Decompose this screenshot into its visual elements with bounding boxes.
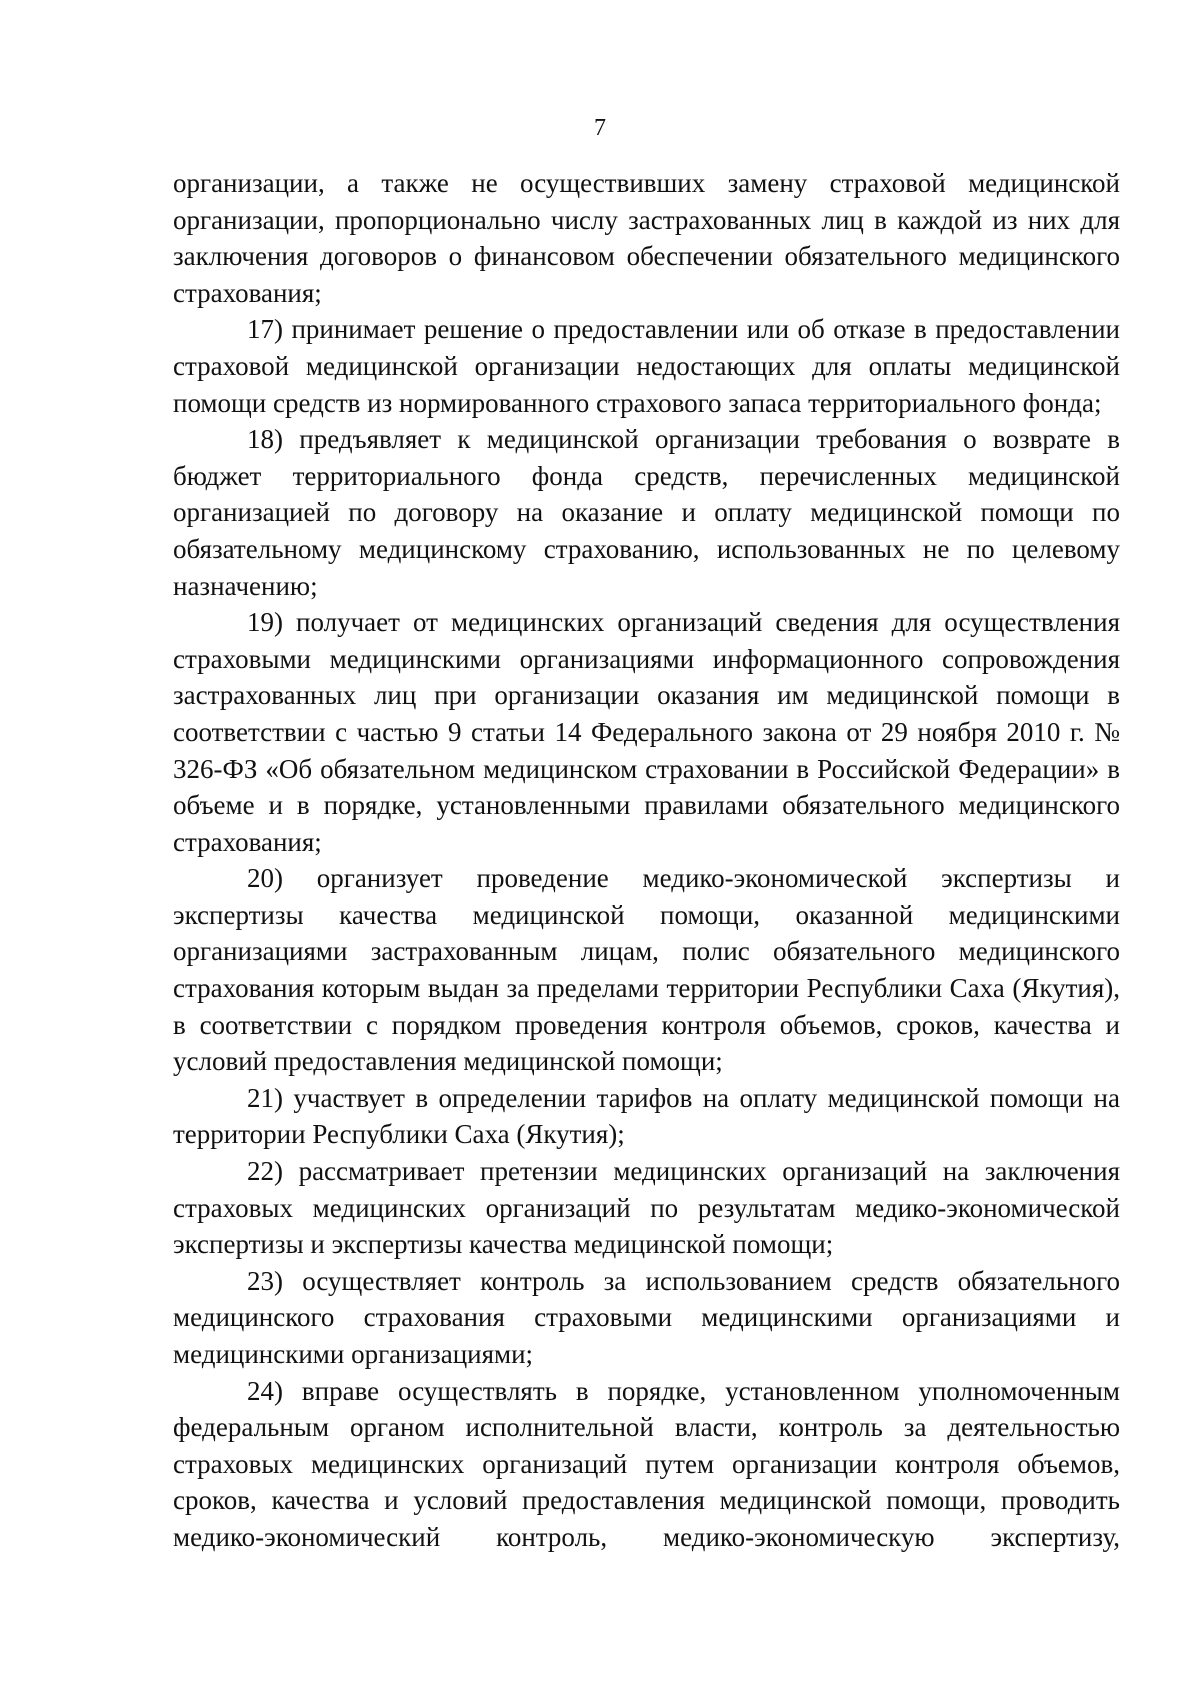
paragraph-item-22: 22) рассматривает претензии медицинских организаций на заключения страховых медицинских организаций по результатам медико-экономической экспертизы и экспертизы качества медицинской помощи;: [173, 1156, 1120, 1260]
document-body: [173, 165, 1120, 1556]
paragraph-item-19: 19) получает от медицинских организаций сведения для осуществления страховыми медицинскими организациями информационного сопровождения застрахованных лиц при организации оказания им медицинской помощи в соответствии с частью 9 статьи 14 Федерального закона от 29 ноября 2010 г. № 326-ФЗ «Об обязательном медицинском страховании в Российской Федерации» в объеме и в порядке, установленными правилами обязательного медицинского страхования;: [173, 607, 1120, 857]
paragraph-item-21: 21) участвует в определении тарифов на оплату медицинской помощи на территории Республики Саха (Якутия);: [173, 1082, 1120, 1150]
paragraph-item-17: 17) принимает решение о предоставлении или об отказе в предоставлении страховой медицинской организации недостающих для оплаты медицинской помощи средств из нормированного страхового запаса территориального фонда;: [173, 314, 1120, 418]
page-number: 7: [594, 115, 606, 141]
paragraph-item-20: 20) организует проведение медико-экономической экспертизы и экспертизы качества медицинской помощи, оказанной медицинскими организациями застрахованным лицам, полис обязательного медицинского страхования которым выдан за пределами территории Республики Саха (Якутия), в соответствии с порядком проведения контроля объемов, сроков, качества и условий предоставления медицинской помощи;: [173, 863, 1120, 1077]
paragraph-item-18: 18) предъявляет к медицинской организации требования о возврате в бюджет территориального фонда средств, перечисленных медицинской организацией по договору на оказание и оплату медицинской помощи по обязательному медицинскому страхованию, использованных не по целевому назначению;: [173, 424, 1120, 601]
paragraph-item-24: 24) вправе осуществлять в порядке, установленном уполномоченным федеральным органом исполнительной власти, контроль за деятельностью страховых медицинских организаций путем организации контроля объемов, сроков, качества и условий предоставления медицинской помощи, проводить медико-экономический контроль, медико-экономическую экспертизу,: [173, 1375, 1120, 1552]
paragraph-continuation: организации, а также не осуществивших замену страховой медицинской организации, пропорционально числу застрахованных лиц в каждой из них для заключения договоров о финансовом обеспечении обязательного медицинского страхования;: [173, 168, 1120, 308]
paragraph-item-23: 23) осуществляет контроль за использованием средств обязательного медицинского страхования страховыми медицинскими организациями и медицинскими организациями;: [173, 1265, 1120, 1369]
